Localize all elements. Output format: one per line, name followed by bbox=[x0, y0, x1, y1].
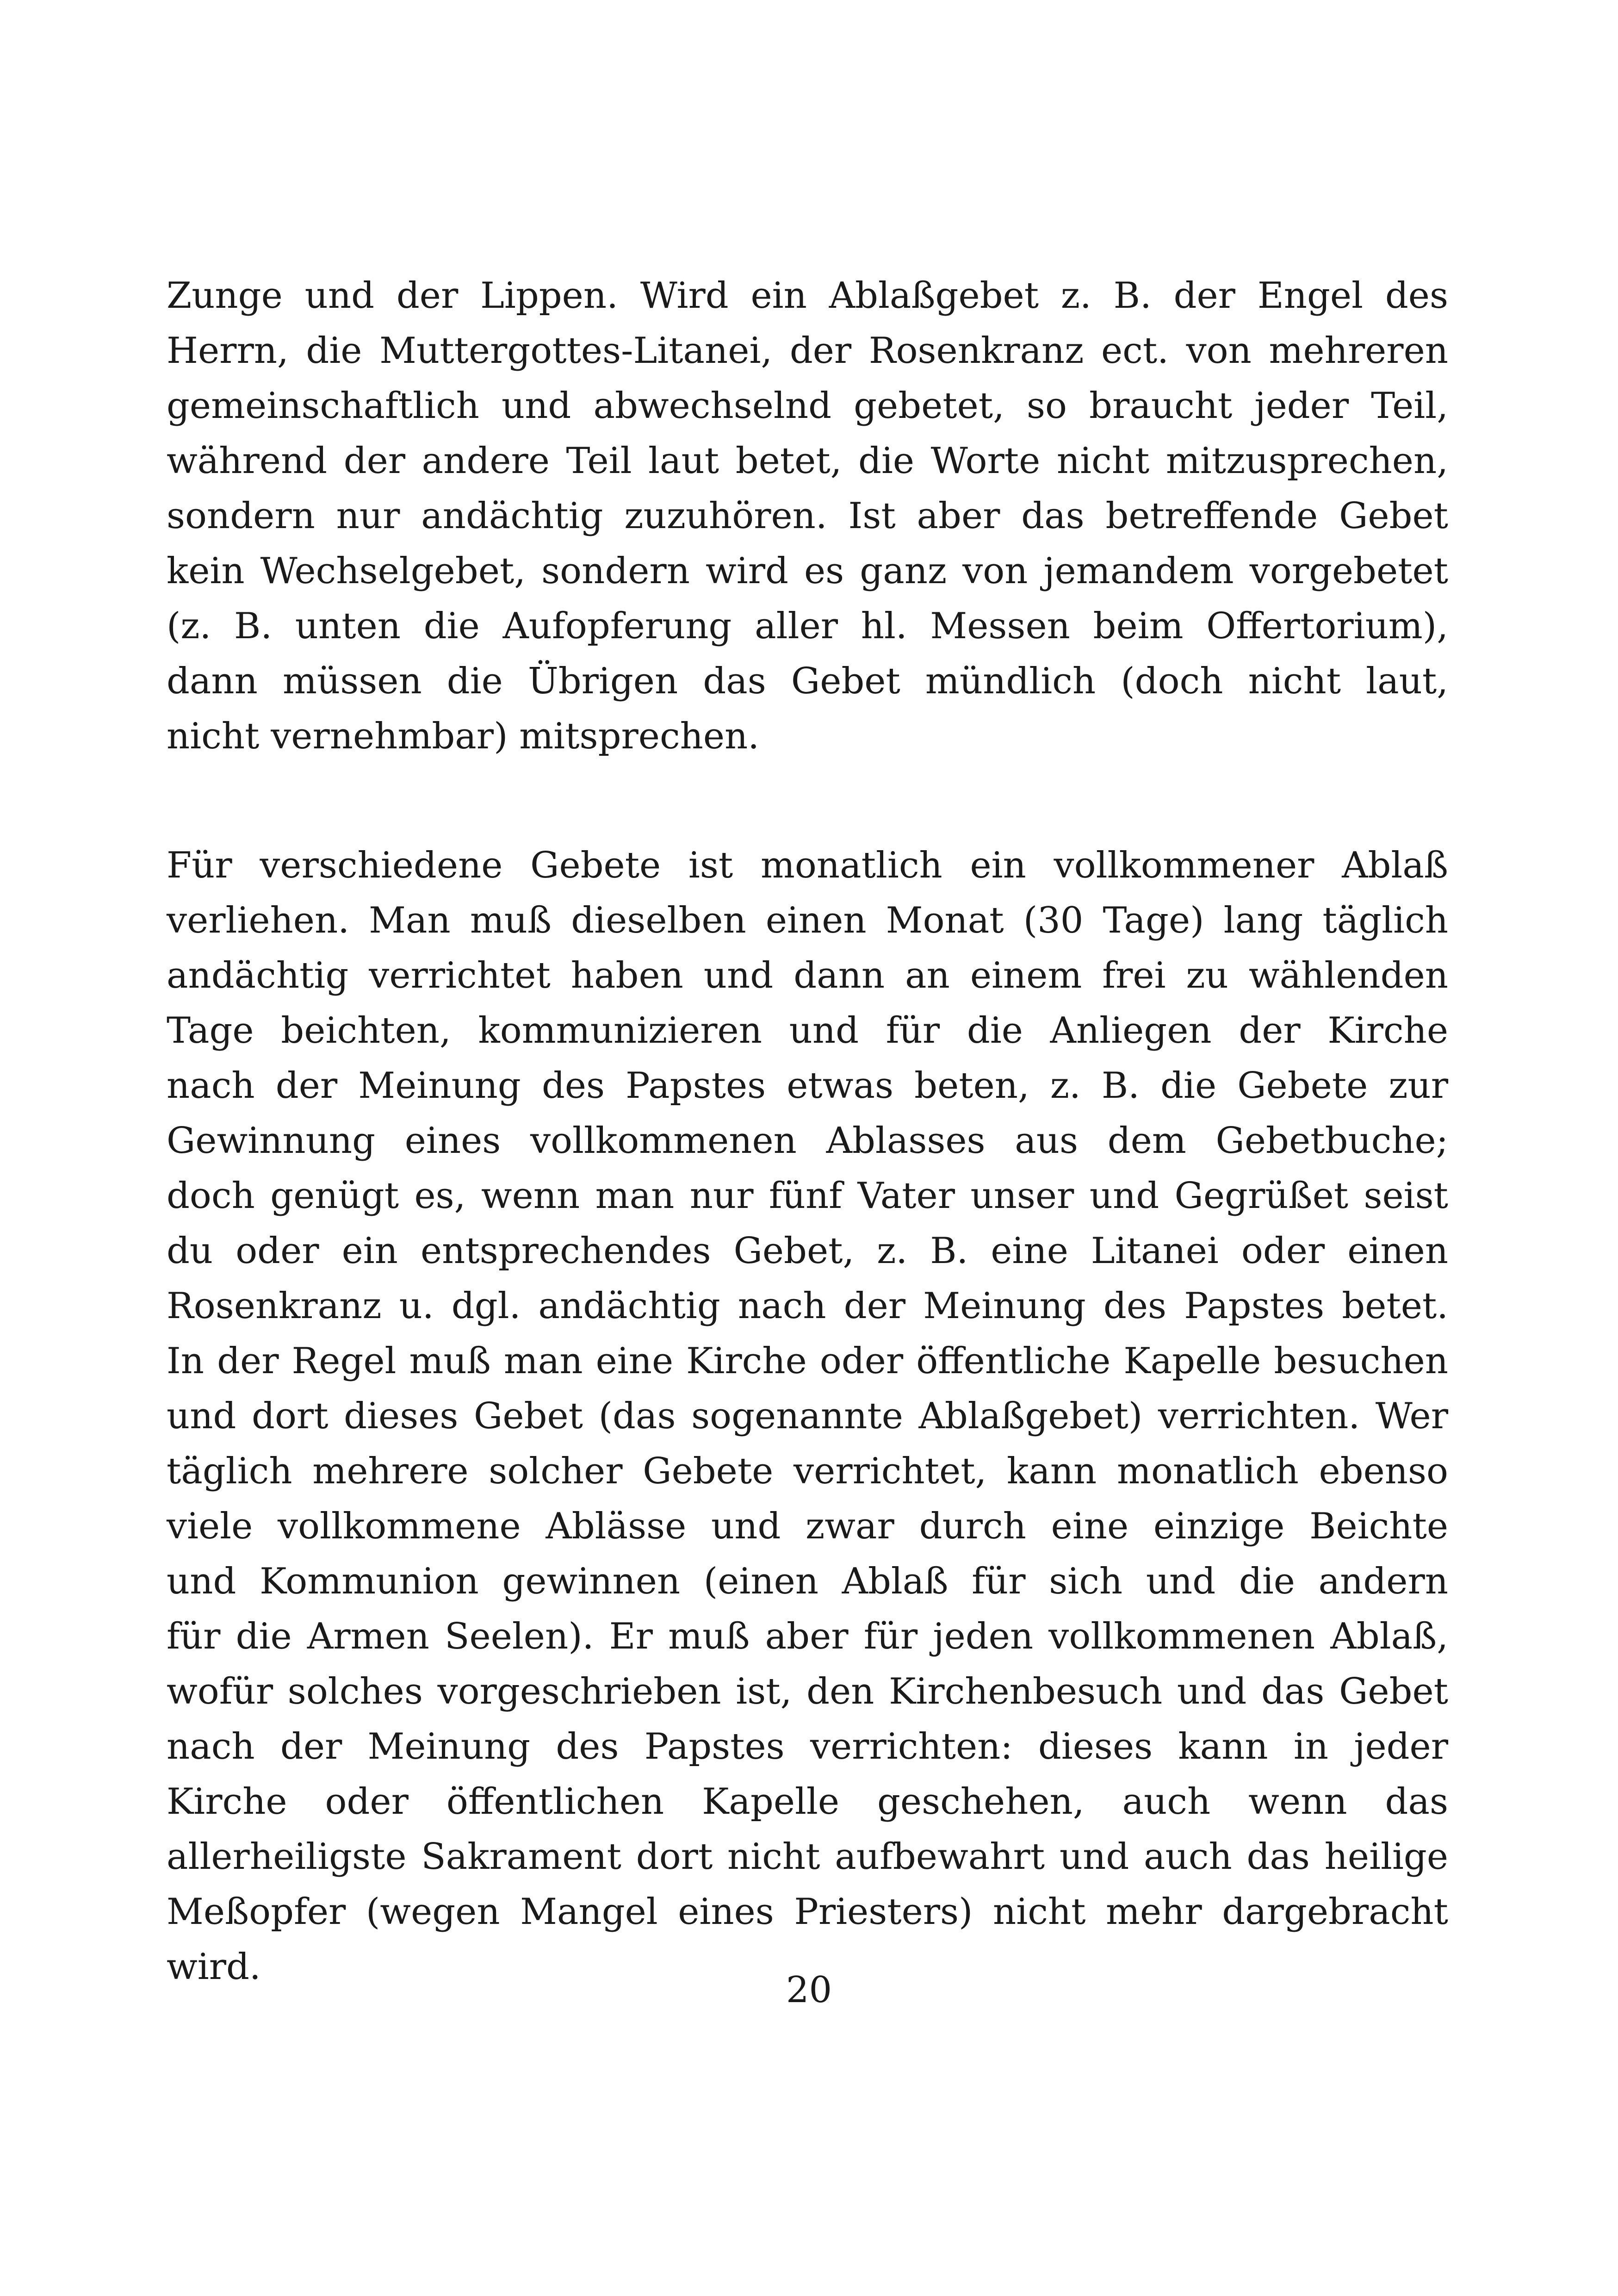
text-line: verliehen. Man muß dieselben einen Monat (30 Tage) lang täglich bbox=[167, 900, 1448, 941]
paragraph-2 bbox=[167, 838, 1448, 1995]
text-line: andächtig verrichtet haben und dann an einem frei zu wählenden bbox=[167, 955, 1448, 996]
text-line: gemeinschaftlich und abwechselnd gebetet, so braucht jeder Teil, bbox=[167, 385, 1448, 427]
paragraph-1 bbox=[167, 268, 1448, 764]
text-line: nicht vernehmbar) mitsprechen. bbox=[167, 716, 760, 757]
text-line: Gewinnung eines vollkommenen Ablasses aus dem Gebetbuche; bbox=[167, 1120, 1448, 1162]
text-line: Herrn, die Muttergottes-Litanei, der Rosenkranz ect. von mehreren bbox=[167, 330, 1448, 372]
text-line: du oder ein entsprechendes Gebet, z. B. eine Litanei oder einen bbox=[167, 1230, 1448, 1272]
text-line: wofür solches vorgeschrieben ist, den Kirchenbesuch und das Gebet bbox=[167, 1671, 1448, 1712]
text-line: In der Regel muß man eine Kirche oder öffentliche Kapelle besuchen bbox=[167, 1340, 1448, 1382]
text-line: kein Wechselgebet, sondern wird es ganz von jemandem vorgebetet bbox=[167, 550, 1448, 592]
text-line: während der andere Teil laut betet, die Worte nicht mitzusprechen, bbox=[167, 440, 1448, 482]
text-line: Für verschiedene Gebete ist monatlich ein vollkommener Ablaß bbox=[167, 845, 1448, 886]
text-line: allerheiligste Sakrament dort nicht aufbewahrt und auch das heilige bbox=[167, 1836, 1448, 1878]
text-line: wird. bbox=[167, 1946, 261, 1988]
text-line: nach der Meinung des Papstes verrichten: dieses kann in jeder bbox=[167, 1726, 1448, 1767]
page-number: 20 bbox=[786, 1969, 832, 2011]
text-line: Zunge und der Lippen. Wird ein Ablaßgebet z. B. der Engel des bbox=[167, 275, 1448, 317]
page-body bbox=[167, 268, 1448, 1995]
text-line: Tage beichten, kommunizieren und für die Anliegen der Kirche bbox=[167, 1010, 1448, 1052]
text-line: sondern nur andächtig zuzuhören. Ist aber das betreffende Gebet bbox=[167, 495, 1448, 537]
text-line: doch genügt es, wenn man nur fünf Vater unser und Gegrüßet seist bbox=[167, 1175, 1448, 1217]
text-line: viele vollkommene Ablässe und zwar durch eine einzige Beichte bbox=[167, 1506, 1448, 1547]
text-line: Rosenkranz u. dgl. andächtig nach der Meinung des Papstes betet. bbox=[167, 1285, 1448, 1327]
text-line: Kirche oder öffentlichen Kapelle geschehen, auch wenn das bbox=[167, 1781, 1448, 1823]
text-line: dann müssen die Übrigen das Gebet mündlich (doch nicht laut, bbox=[167, 660, 1448, 702]
text-line: täglich mehrere solcher Gebete verrichtet, kann monatlich ebenso bbox=[167, 1450, 1448, 1492]
text-line: für die Armen Seelen). Er muß aber für jeden vollkommenen Ablaß, bbox=[167, 1616, 1448, 1657]
text-line: (z. B. unten die Aufopferung aller hl. Messen beim Offertorium), bbox=[167, 605, 1448, 647]
text-line: und dort dieses Gebet (das sogenannte Ablaßgebet) verrichten. Wer bbox=[167, 1395, 1448, 1437]
text-line: nach der Meinung des Papstes etwas beten, z. B. die Gebete zur bbox=[167, 1065, 1448, 1107]
text-line: Meßopfer (wegen Mangel eines Priesters) nicht mehr dargebracht bbox=[167, 1891, 1448, 1933]
paragraph-spacer bbox=[167, 764, 1448, 838]
text-line: und Kommunion gewinnen (einen Ablaß für sich und die andern bbox=[167, 1561, 1448, 1602]
